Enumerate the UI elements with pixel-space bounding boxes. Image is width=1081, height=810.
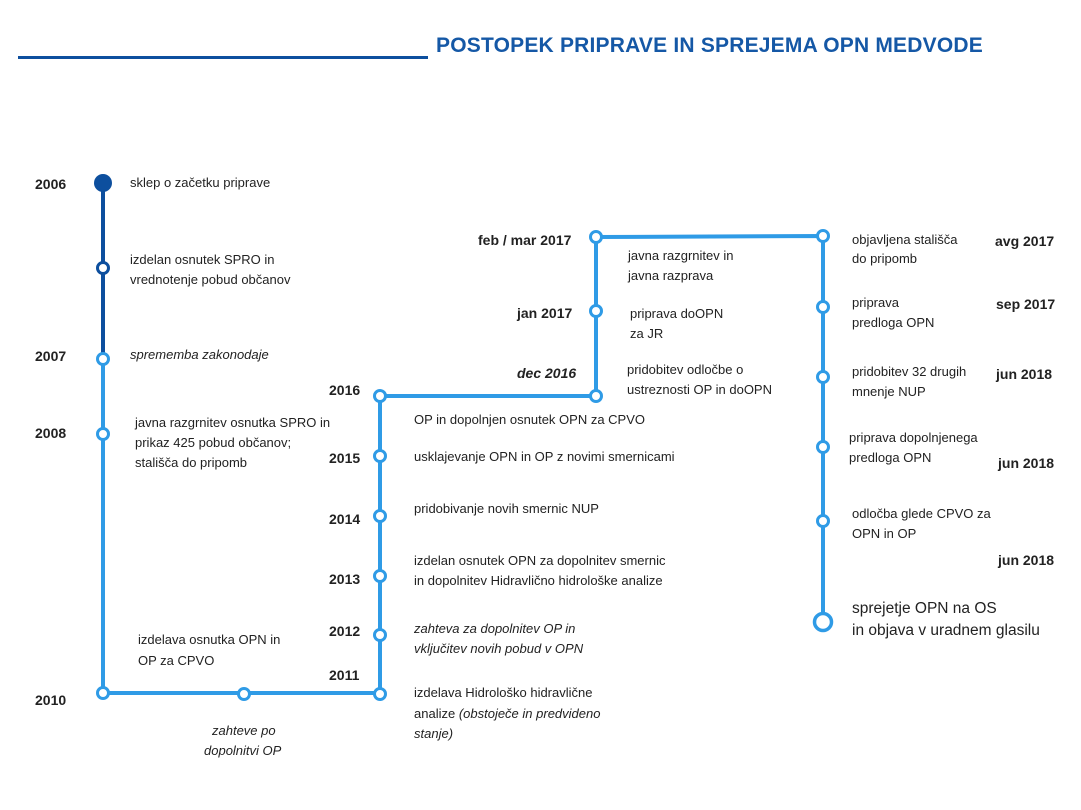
event-jun2018a-line2: mnenje NUP bbox=[852, 384, 926, 399]
event-final-line2: in objava v uradnem glasilu bbox=[852, 622, 1040, 639]
event-2014: pridobivanje novih smernic NUP bbox=[414, 501, 599, 516]
node-2016 bbox=[375, 391, 386, 402]
date-sep2017: sep 2017 bbox=[996, 296, 1056, 312]
node-2006 bbox=[94, 174, 112, 192]
year-2016: 2016 bbox=[329, 382, 361, 398]
node-jun2018b bbox=[818, 442, 829, 453]
event-dec2016-line1: pridobitev odločbe o bbox=[627, 362, 744, 377]
event-zahteve-line1: zahteve po bbox=[212, 723, 276, 738]
event-avg2017-line2: do pripomb bbox=[852, 251, 918, 266]
node-2015 bbox=[375, 451, 386, 462]
event-jan2017-line2: za JR bbox=[630, 326, 664, 341]
node-final bbox=[815, 614, 832, 631]
event-2008-line3: stališča do pripomb bbox=[135, 455, 247, 470]
page-title: POSTOPEK PRIPRAVE IN SPREJEMA OPN MEDVODE bbox=[436, 34, 983, 57]
event-2013-line2: in dopolnitev Hidravlično hidrološke analize bbox=[414, 573, 663, 588]
event-2013-line1: izdelan osnutek OPN za dopolnitev smernic bbox=[414, 553, 666, 568]
node-2012 bbox=[375, 630, 386, 641]
node-2014 bbox=[375, 511, 386, 522]
node-febmar2017 bbox=[591, 232, 602, 243]
node-2008 bbox=[98, 429, 109, 440]
event-jun2018c-line2: OPN in OP bbox=[852, 526, 917, 541]
event-2011-line2-italic: (obstoječe in predvideno bbox=[458, 706, 601, 721]
node-jun2018c bbox=[818, 516, 829, 527]
event-2012-line1: zahteva za dopolnitev OP in bbox=[414, 621, 576, 636]
node-zahteve bbox=[239, 689, 250, 700]
event-cpvo-line1: izdelava osnutka OPN in bbox=[138, 632, 281, 647]
year-2006: 2006 bbox=[35, 176, 67, 192]
event-avg2017-line1: objavljena stališča bbox=[852, 232, 958, 247]
event-2015: usklajevanje OPN in OP z novimi smernicami bbox=[414, 449, 675, 464]
event-final-line1: sprejetje OPN na OS bbox=[852, 600, 997, 617]
node-spro bbox=[98, 263, 109, 274]
event-feb2017-line1: javna razgrnitev in bbox=[628, 248, 734, 263]
date-dec2016: dec 2016 bbox=[517, 365, 577, 381]
node-2007 bbox=[98, 354, 109, 365]
event-jan2017-line1: priprava doOPN bbox=[630, 306, 724, 321]
event-sep2017-line1: priprava bbox=[852, 295, 899, 310]
node-dec2016 bbox=[591, 391, 602, 402]
year-2013: 2013 bbox=[329, 571, 361, 587]
event-zahteve-line2: dopolnitvi OP bbox=[204, 743, 282, 758]
event-jun2018c-line1: odločba glede CPVO za bbox=[852, 506, 991, 521]
event-jun2018b-line1: priprava dopolnjenega bbox=[849, 430, 978, 445]
event-spro-line2: vrednotenje pobud občanov bbox=[130, 272, 291, 287]
date-avg2017: avg 2017 bbox=[995, 233, 1055, 249]
year-2012: 2012 bbox=[329, 623, 361, 639]
event-2011-line1: izdelava Hidrološko hidravlične bbox=[414, 685, 593, 700]
date-jun2018-b: jun 2018 bbox=[998, 455, 1055, 471]
date-jun2018-a: jun 2018 bbox=[996, 366, 1053, 382]
event-2011-line3: stanje) bbox=[414, 726, 454, 741]
event-2007: sprememba zakonodaje bbox=[130, 347, 269, 362]
event-spro-line1: izdelan osnutek SPRO in bbox=[130, 252, 275, 267]
year-2010: 2010 bbox=[35, 692, 67, 708]
node-sep2017 bbox=[818, 302, 829, 313]
year-2015: 2015 bbox=[329, 450, 361, 466]
date-jan2017: jan 2017 bbox=[517, 305, 573, 321]
node-2013 bbox=[375, 571, 386, 582]
event-cpvo-line2: OP za CPVO bbox=[138, 653, 215, 668]
event-2012-line2: vključitev novih pobud v OPN bbox=[414, 641, 584, 656]
year-2014: 2014 bbox=[329, 511, 361, 527]
event-dec2016-line2: ustreznosti OP in doOPN bbox=[627, 382, 772, 397]
node-jan2017 bbox=[591, 306, 602, 317]
year-2008: 2008 bbox=[35, 425, 67, 441]
node-jun2018a bbox=[818, 372, 829, 383]
event-jun2018a-line1: pridobitev 32 drugih bbox=[852, 364, 967, 379]
event-sep2017-line2: predloga OPN bbox=[852, 315, 935, 330]
year-2007: 2007 bbox=[35, 348, 67, 364]
event-jun2018b-line2: predloga OPN bbox=[849, 450, 932, 465]
date-febmar2017: feb / mar 2017 bbox=[478, 232, 572, 248]
event-feb2017-line2: javna razprava bbox=[628, 268, 714, 283]
node-2010 bbox=[98, 688, 109, 699]
event-2008-line2: prikaz 425 pobud občanov; bbox=[135, 435, 292, 450]
event-2008-line1: javna razgrnitev osnutka SPRO in bbox=[135, 415, 331, 430]
event-2016: OP in dopolnjen osnutek OPN za CPVO bbox=[414, 412, 645, 427]
year-2011: 2011 bbox=[329, 667, 360, 683]
event-2011-line2-text: analize bbox=[414, 706, 459, 721]
node-avg2017 bbox=[818, 231, 829, 242]
date-jun2018-c: jun 2018 bbox=[998, 552, 1055, 568]
event-2006: sklep o začetku priprave bbox=[130, 175, 271, 190]
event-2011-line2 bbox=[414, 704, 600, 724]
node-2011 bbox=[375, 689, 386, 700]
title-underline bbox=[18, 56, 428, 59]
